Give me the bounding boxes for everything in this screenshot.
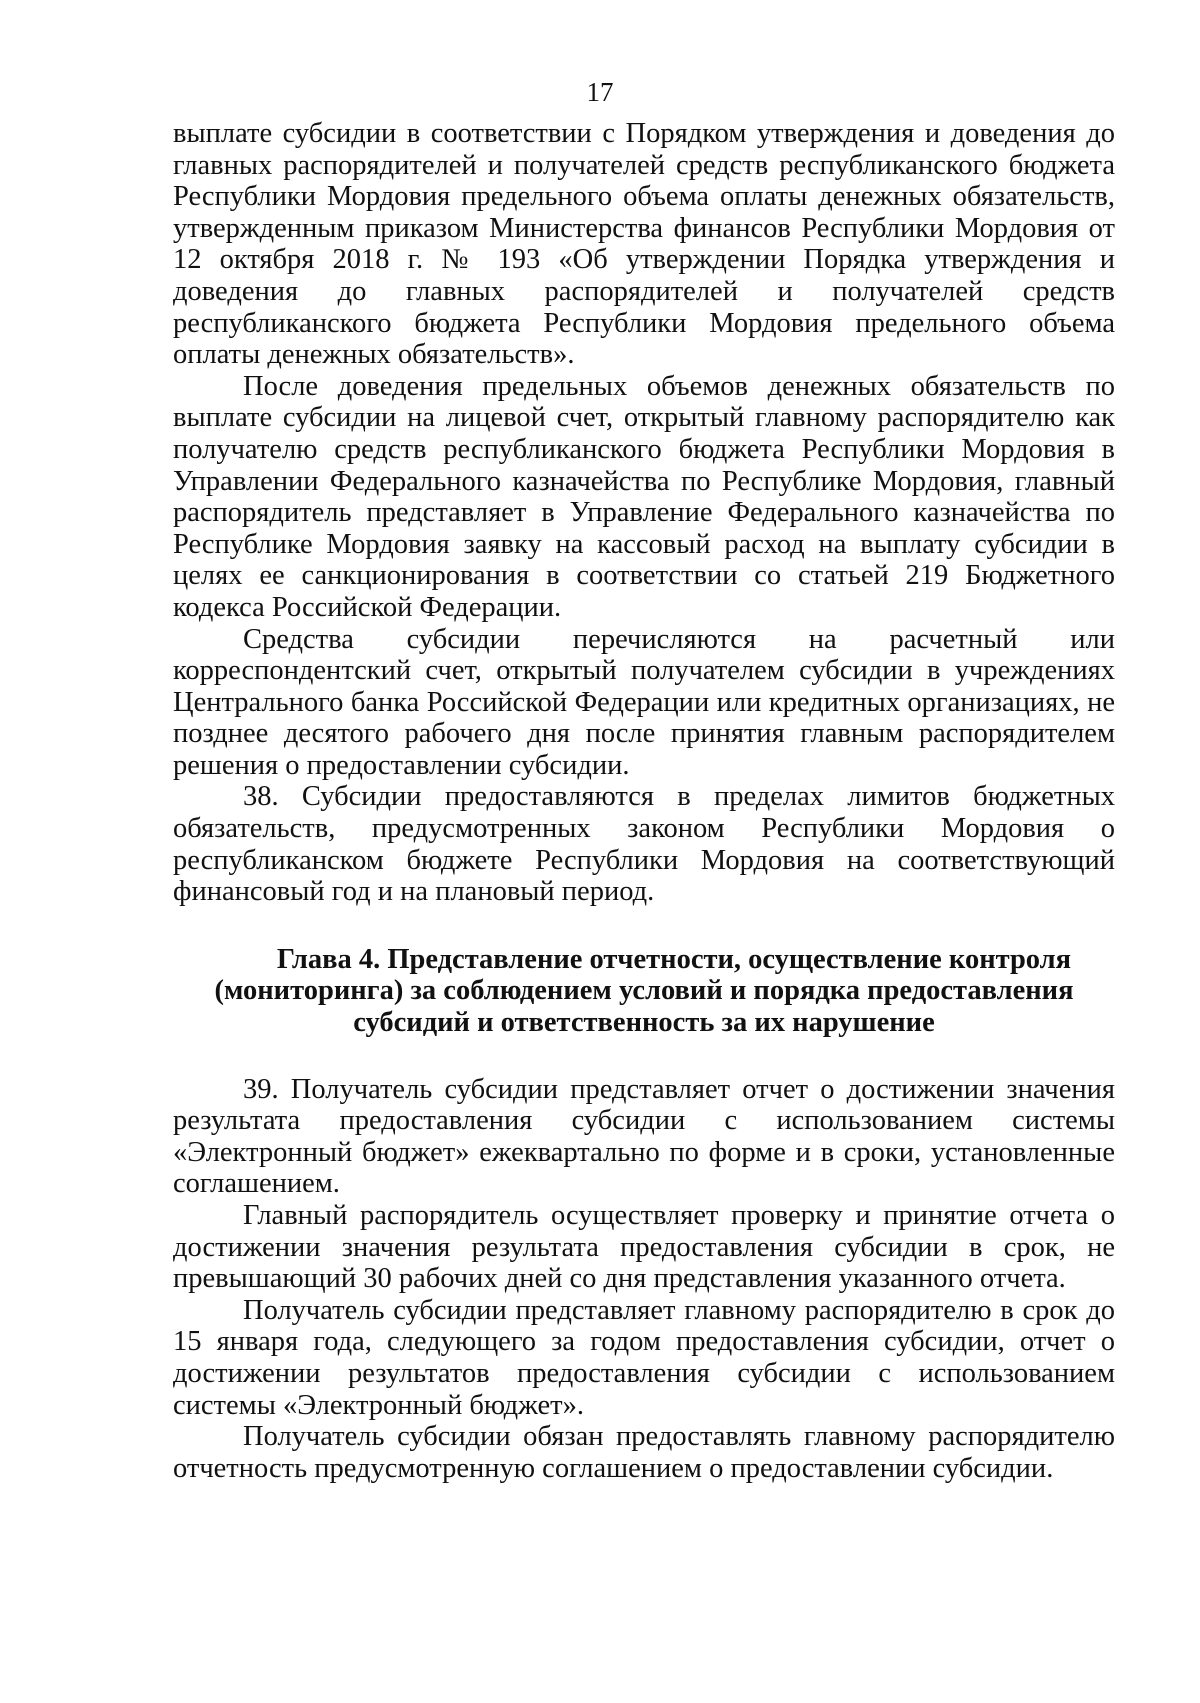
page-number: 17 (586, 77, 614, 107)
chapter-heading (173, 944, 1115, 1039)
paragraph-reporting-obligation: Получатель субсидии обязан предоставлять главному распорядителю отчетность предусмотренную соглашением о предоставлении субсидии. (173, 1421, 1115, 1484)
document-body (173, 118, 1115, 1484)
chapter-heading-line-2: (мониторинга) за соблюдением условий и порядка предоставления (214, 975, 1074, 1007)
paragraph-subsidy-transfer: Средства субсидии перечисляются на расчетный или корреспондентский счет, открытый получателем субсидии в учреждениях Центрального банка Российской Федерации или кредитных организациях, не позднее десятого рабочего дня после принятия главным распорядителем решения о предоставлении субсидии. (173, 623, 1115, 781)
chapter-heading-line-3: субсидий и ответственность за их нарушение (353, 1007, 935, 1039)
paragraph-continuation: выплате субсидии в соответствии с Порядком утверждения и доведения до главных распорядителей и получателей средств республиканского бюджета Республики Мордовия предельного объема оплаты денежных обязательств, утвержденным приказом Министерства финансов Республики Мордовия от 12 октября 2018 г. № 193 «Об утверждении Порядка утверждения и доведения до главных распорядителей и получателей средств республиканского бюджета Республики Мордовия предельного объема оплаты денежных обязательств». (173, 118, 1115, 371)
paragraph-treasury-limits: После доведения предельных объемов денежных обязательств по выплате субсидии на лицевой счет, открытый главному распорядителю как получателю средств республиканского бюджета Республики Мордовия в Управлении Федерального казначейства по Республике Мордовия, главный распорядитель представляет в Управление Федерального казначейства по Республике Мордовия заявку на кассовый расход на выплату субсидии в целях ее санкционирования в соответствии со статьей 219 Бюджетного кодекса Российской Федерации. (173, 370, 1115, 623)
paragraph-report-check: Главный распорядитель осуществляет проверку и принятие отчета о достижении значения результата предоставления субсидии в срок, не превышающий 30 рабочих дней со дня представления указанного отчета. (173, 1200, 1115, 1295)
paragraph-annual-report: Получатель субсидии представляет главному распорядителю в срок до 15 января года, следующего за годом предоставления субсидии, отчет о достижении результатов предоставления субсидии с использованием системы «Электронный бюджет». (173, 1294, 1115, 1421)
paragraph-item-38: 38. Субсидии предоставляются в пределах лимитов бюджетных обязательств, предусмотренных законом Республики Мордовия о республиканском бюджете Республики Мордовия на соответствующий финансовый год и на плановый период. (173, 781, 1115, 908)
chapter-heading-line-1: Глава 4. Представление отчетности, осуществление контроля (276, 943, 1072, 975)
paragraph-item-39: 39. Получатель субсидии представляет отчет о достижении значения результата предоставления субсидии с использованием системы «Электронный бюджет» ежеквартально по форме и в сроки, установленные соглашением. (173, 1073, 1115, 1200)
